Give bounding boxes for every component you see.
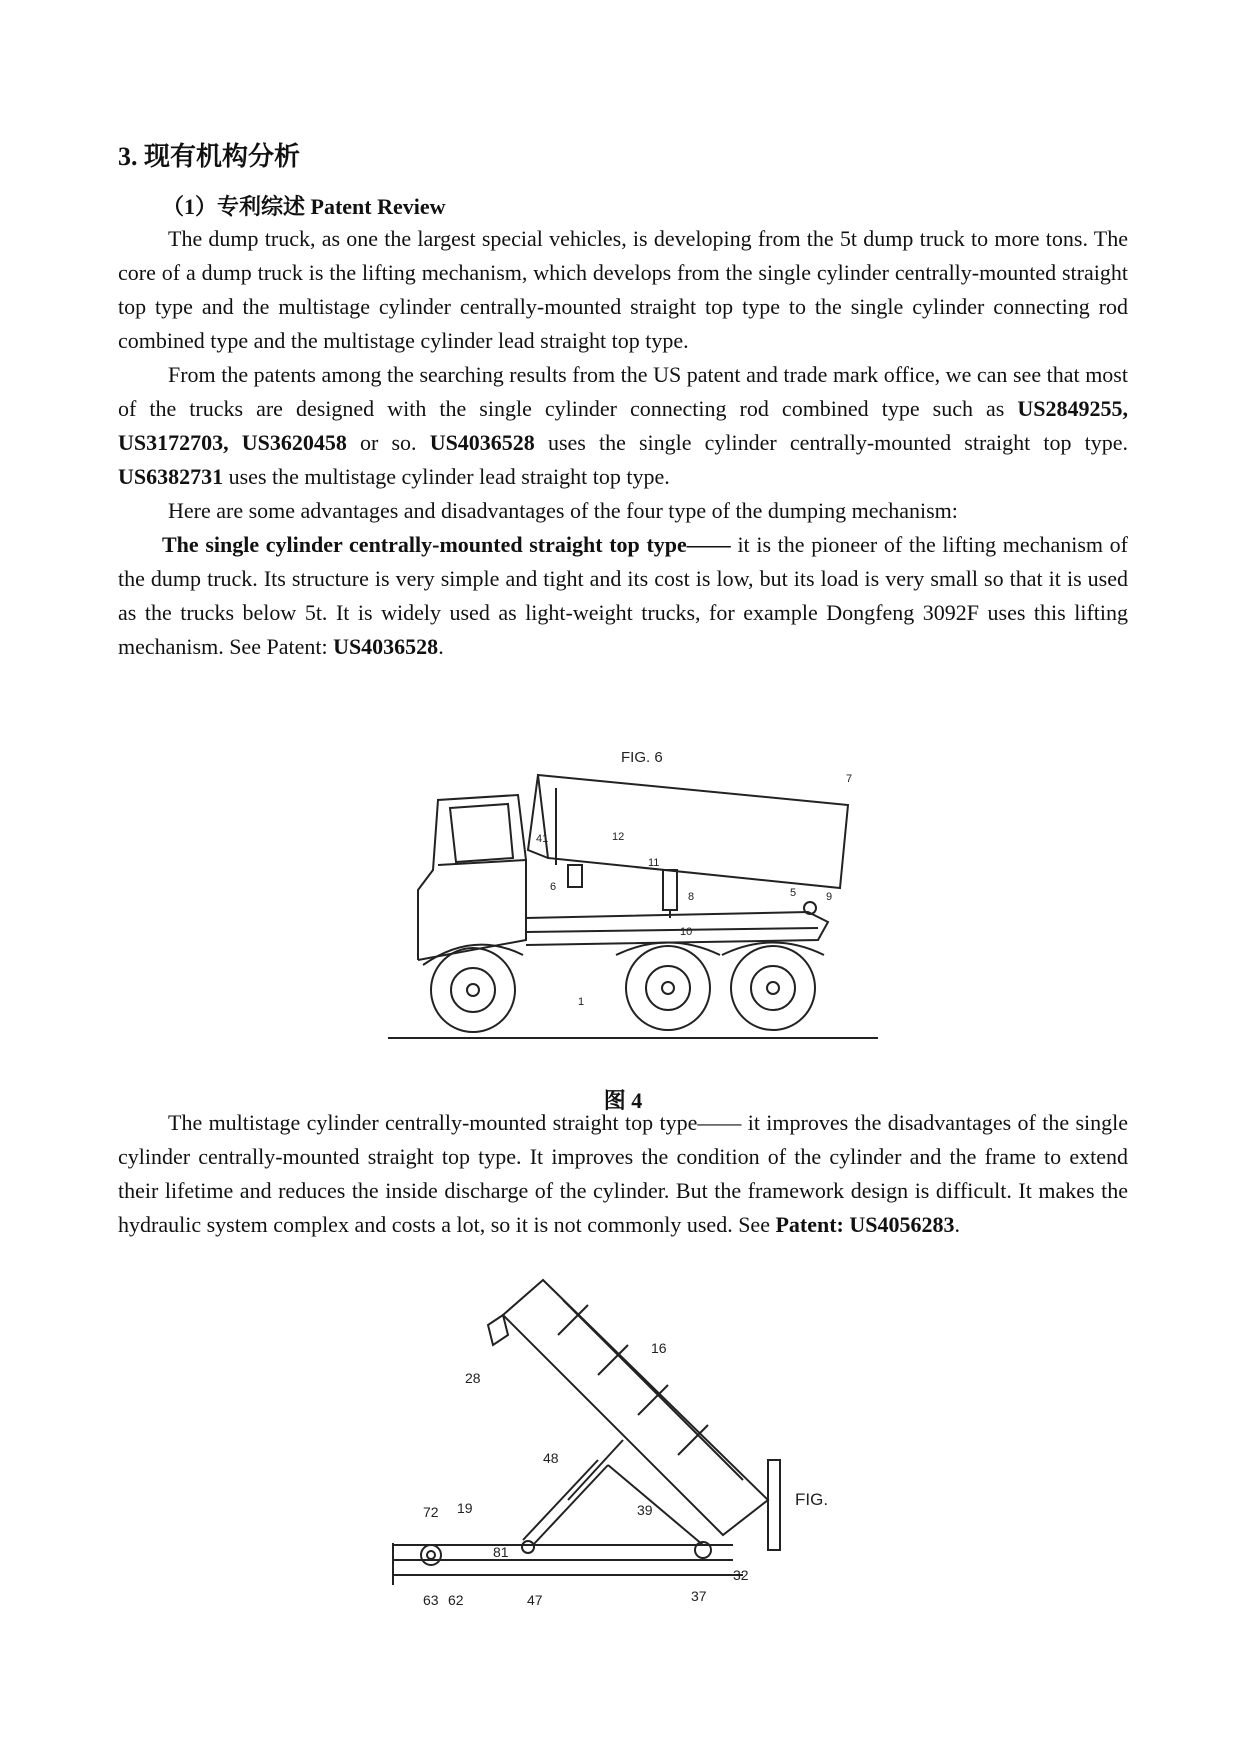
figure1-label-10: 10 xyxy=(680,926,693,938)
paragraph-4: The single cylinder centrally-mounted straight top type—— it is the pioneer of the lifting mechanism of the dump truck. Its structure is very simple and tight and its cost is low, but its load is very small so that it is used as the trucks below 5t. It is widely used as light-weight trucks, for example Dongfeng 3092F uses this lifting mechanism. See Patent: US4036528. xyxy=(118,532,1128,659)
figure2-title: FIG. xyxy=(795,1490,829,1509)
figure2-label-47: 47 xyxy=(527,1592,543,1608)
figure2-label-63: 63 xyxy=(423,1592,439,1608)
figure2-label-72: 72 xyxy=(423,1504,439,1520)
figure2-label-62: 62 xyxy=(448,1592,464,1608)
dump-truck-figure xyxy=(378,740,898,1050)
figure1-label-11: 11 xyxy=(648,857,660,869)
paragraph-3: Here are some advantages and disadvantages of the four type of the dumping mechanism: xyxy=(168,498,958,523)
figure2-label-16: 16 xyxy=(651,1340,667,1356)
figure2-label-37: 37 xyxy=(691,1588,707,1604)
figure1-label-41: 41 xyxy=(536,833,549,845)
text-block-bottom xyxy=(118,1106,1128,1242)
figure1-label-1: 1 xyxy=(578,996,585,1008)
figure2-label-48: 48 xyxy=(543,1450,559,1466)
figure2-label-32: 32 xyxy=(733,1567,749,1583)
figure1-label-8: 8 xyxy=(688,891,695,903)
figure1-label-12: 12 xyxy=(612,831,625,843)
figure1-label-5: 5 xyxy=(790,887,797,899)
figure2-label-28: 28 xyxy=(465,1370,481,1386)
text-block-top xyxy=(118,222,1128,664)
figure1-label-7: 7 xyxy=(846,773,853,785)
figure1-caption: 图 4 xyxy=(603,1088,643,1113)
paragraph-1: The dump truck, as one the largest special vehicles, is developing from the 5t dump truck to more tons. The core of a dump truck is the lifting mechanism, which develops from the single cylinder centrally-mounted straight top type and the multistage cylinder centrally-mounted straight top type to the single cylinder connecting rod combined type and the multistage cylinder lead straight top type. xyxy=(118,226,1128,353)
figure1-title: FIG. 6 xyxy=(621,749,663,766)
paragraph-2: From the patents among the searching results from the US patent and trade mark office, we can see that most of the trucks are designed with the single cylinder connecting rod combined type such as US2849255, US3172703, US3620458 or so. US4036528 uses the single cylinder centrally-mounted straight top type. US6382731 uses the multistage cylinder lead straight top type. xyxy=(118,362,1129,489)
section-heading: 3. 现有机构分析 xyxy=(118,142,301,171)
figure2-label-19: 19 xyxy=(457,1500,473,1516)
figure2-label-39: 39 xyxy=(637,1502,653,1518)
subsection-heading: （1）专利综述 Patent Review xyxy=(162,194,446,219)
paragraph-5: The multistage cylinder centrally-mounted straight top type—— it improves the disadvantages of the single cylinder centrally-mounted straight top type. It improves the condition of the cylinder and the frame to extend their lifetime and reduces the inside discharge of the cylinder. But the framework design is difficult. It makes the hydraulic system complex and costs a lot, so it is not commonly used. See Patent: US4056283. xyxy=(118,1110,1128,1237)
figure1-label-9: 9 xyxy=(826,891,833,903)
dump-mechanism-figure xyxy=(383,1275,873,1615)
figure2-label-81: 81 xyxy=(493,1544,509,1560)
figure1-label-6: 6 xyxy=(550,881,557,893)
